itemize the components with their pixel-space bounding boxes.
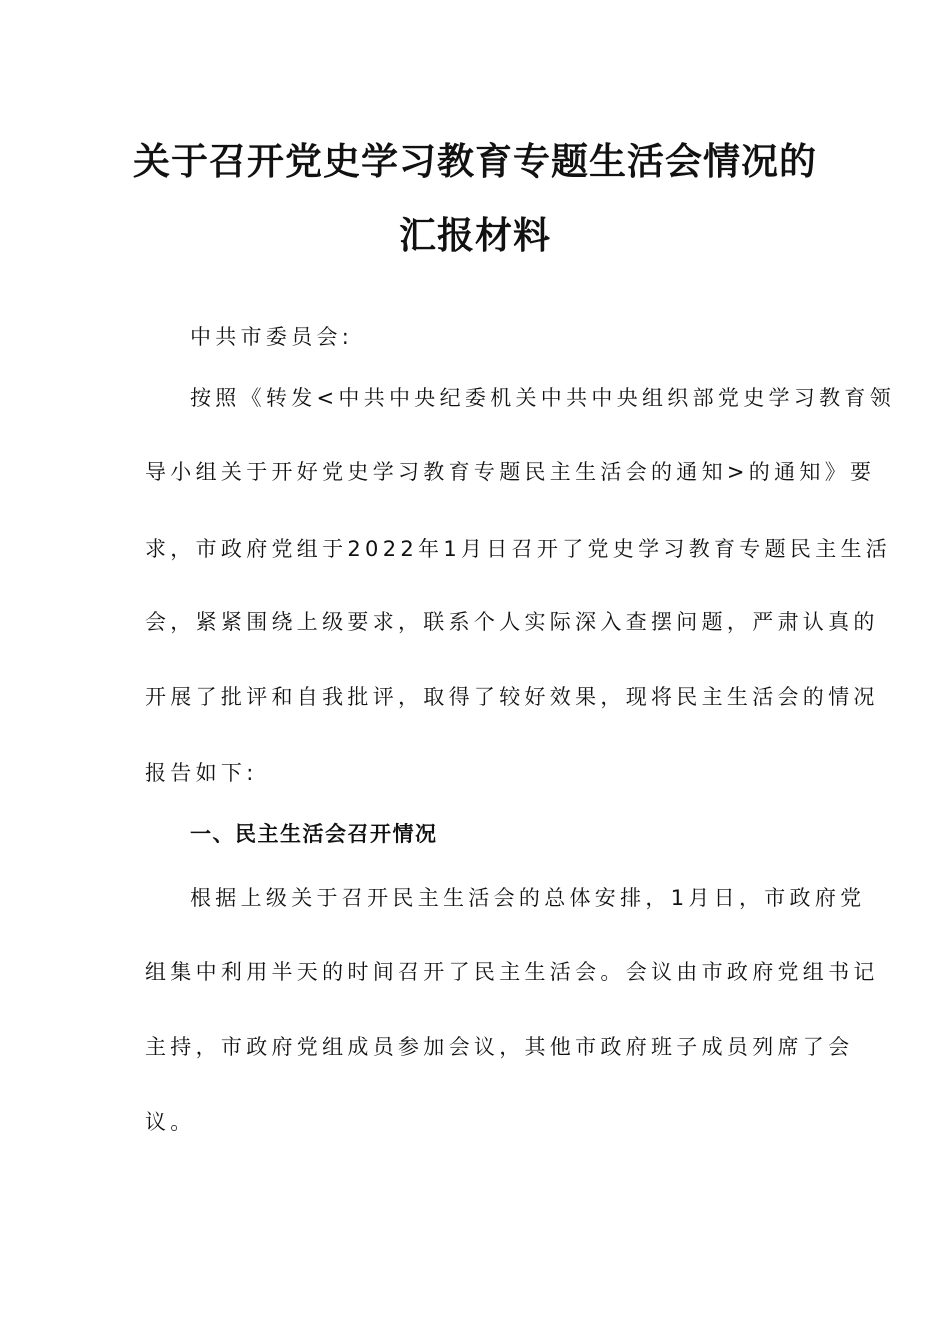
paragraph-1-line-1: 按照《转发<中共中央纪委机关中共中央组织部党史学习教育领 [190, 386, 895, 410]
paragraph-1-line-2: 导小组关于开好党史学习教育专题民主生活会的通知>的通知》要 [145, 460, 876, 484]
paragraph-1-line-5: 开展了批评和自我批评，取得了较好效果，现将民主生活会的情况 [145, 685, 879, 709]
paragraph-1-line-6: 报告如下: [145, 761, 258, 785]
paragraph-2-line-2: 组集中利用半天的时间召开了民主生活会。会议由市政府党组书记 [145, 960, 879, 984]
paragraph-1-line-4: 会，紧紧围绕上级要求，联系个人实际深入查摆问题，严肃认真的 [145, 610, 879, 634]
salutation: 中共市委员会: [190, 325, 354, 349]
document-title-line-2: 汇报材料 [399, 213, 551, 257]
section-1-heading: 一、民主生活会召开情况 [190, 822, 438, 846]
paragraph-2-line-4: 议。 [145, 1110, 196, 1134]
paragraph-2-line-3: 主持，市政府党组成员参加会议，其他市政府班子成员列席了会 [145, 1035, 854, 1059]
document-title-line-1: 关于召开党史学习教育专题生活会情况的 [133, 139, 817, 183]
paragraph-1-line-3: 求，市政府党组于2022年1月日召开了党史学习教育专题民主生活 [145, 537, 892, 561]
paragraph-2-line-1: 根据上级关于召开民主生活会的总体安排，1月日，市政府党 [190, 886, 866, 910]
